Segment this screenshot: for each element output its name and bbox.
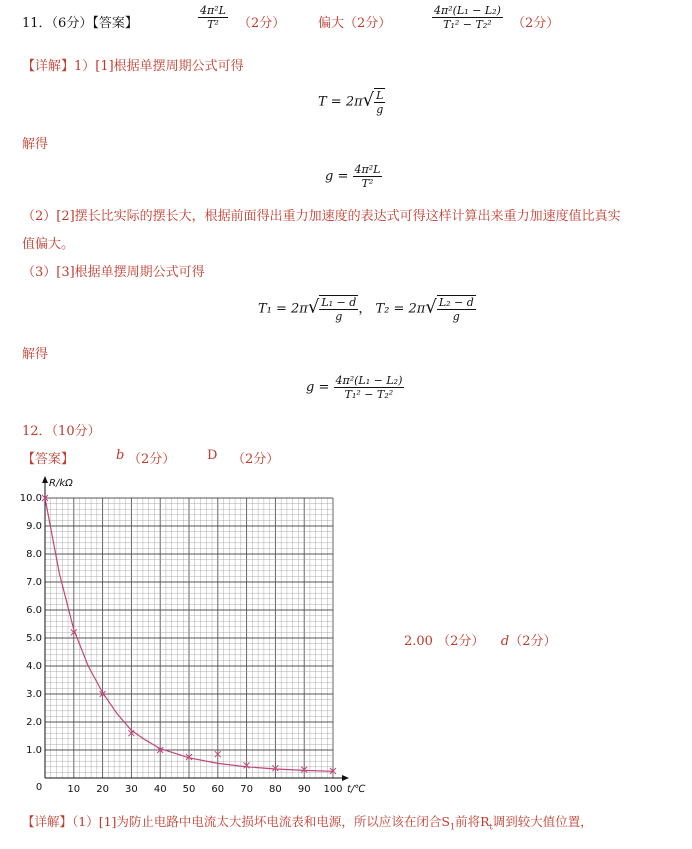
x-tick-label: 50	[182, 784, 196, 795]
q11-answer1-fraction: $\frac{\text{4π²L}}{\text{T²}}$	[200, 4, 226, 31]
q11-answer2: 偏大（2分）	[318, 16, 392, 31]
y-tick-label: 4.0	[26, 661, 42, 672]
x-tick-label: 90	[297, 784, 311, 795]
q11-score1: （2分）	[238, 16, 286, 31]
q11-detail2-line1: （2）[2]摆长比实际的摆长大，根据前面得出重力加速度的表达式可得这样计算出来重力加速度值比真实	[22, 209, 621, 224]
y-tick-label: 10.0	[19, 493, 42, 504]
y-tick-label: 3.0	[26, 689, 42, 700]
equation-g: g = $\frac{\text{4π²L}}{\text{T²}}$	[325, 163, 381, 190]
q12-score-b: （2分）	[128, 452, 176, 467]
x-tick-label: 40	[153, 784, 167, 795]
x-tick-label: 30	[125, 784, 138, 795]
x-tick-label: 100	[323, 784, 343, 795]
q12-score-D: （2分）	[232, 452, 280, 467]
q12-answer-D: D	[207, 448, 218, 463]
q11-solve1: 解得	[22, 137, 49, 152]
y-tick-label: 2.0	[26, 717, 42, 728]
x-tick-label: 60	[211, 784, 225, 795]
q12-heading: 12．（10分）	[22, 424, 101, 439]
q11-solve2: 解得	[22, 347, 49, 362]
y-tick-label: 9.0	[26, 521, 42, 532]
equation-t1-t2: T₁ = 2π√ $\frac{\text{L₁ − d}}{g}$ ， T₂ = 2π√ $\frac{\text{L₂ − d}}{g}$	[258, 296, 474, 323]
y-axis-arrow	[42, 476, 48, 483]
y-axis-label: R/kΩ	[49, 478, 73, 489]
x-tick-label: 20	[96, 784, 109, 795]
x-axis-label: t/℃	[347, 784, 366, 795]
q12-answer-b: b	[116, 448, 125, 463]
q12-detail: 【详解】（1）[1]为防止电路中电流太大损坏电流表和电源，所以应该在闭合$S_1$前将$R_t$调到较大值位置，	[22, 814, 593, 832]
q12-right-answers: 2.00 （2分） d（2分）	[404, 634, 557, 649]
y-tick-label: 5.0	[26, 633, 42, 644]
q11-detail3: （3）[3]根据单摆周期公式可得	[22, 265, 205, 280]
x-axis-arrow	[342, 775, 349, 781]
x-tick-label: 80	[269, 784, 282, 795]
equation-g-final: g = $\frac{\text{4π²(L₁ − L₂)}}{\text{T₁² − T₂²}}$	[306, 374, 403, 401]
q11-detail2-line2: 值偏大。	[22, 237, 75, 252]
y-tick-label: 7.0	[26, 577, 42, 588]
x-tick-label: 10	[67, 784, 81, 795]
y-tick-label: 1.0	[26, 745, 42, 756]
q11-score3: （2分）	[512, 16, 560, 31]
q11-answer3-fraction: $\frac{\text{4π²(L₁ − L₂)}}{\text{T₁² − T₂²}}$	[434, 4, 501, 31]
x-tick-label: 70	[240, 784, 253, 795]
y-tick-label: 6.0	[26, 605, 42, 616]
q12-answer-label: 【答案】	[22, 452, 75, 467]
q11-heading: 11．（6分）【答案】	[22, 16, 138, 31]
equation-period: T = 2π√ $\frac{L}{g}$	[318, 89, 384, 116]
resistance-temperature-chart	[0, 468, 370, 804]
origin-label: 0	[35, 782, 43, 793]
q11-detail1: 【详解】1）[1]根据单摆周期公式可得	[22, 59, 244, 74]
y-tick-label: 8.0	[26, 549, 42, 560]
